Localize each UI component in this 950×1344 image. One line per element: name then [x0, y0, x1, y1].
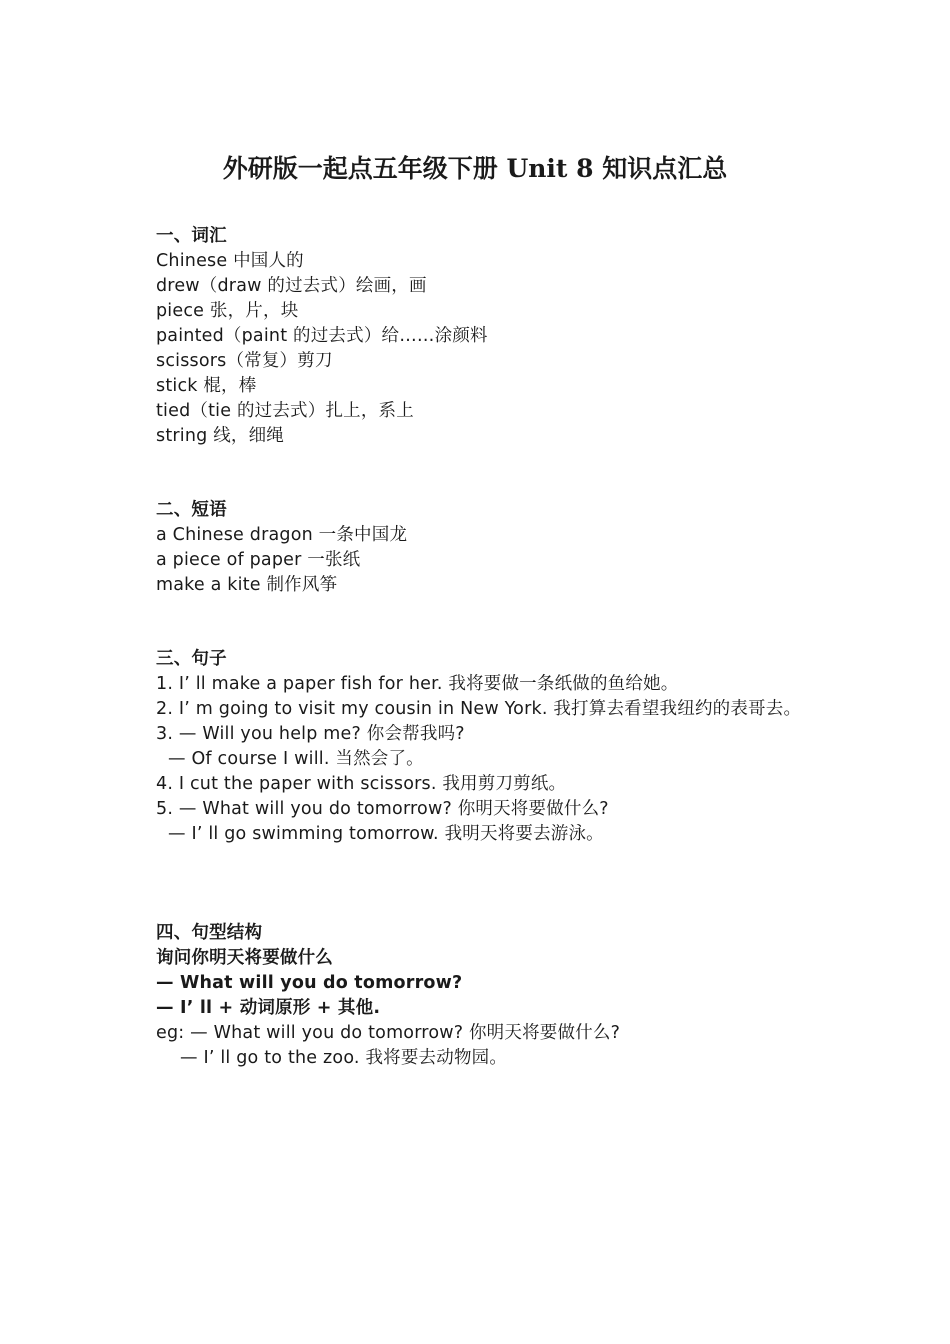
example-question: eg: — What will you do tomorrow? 你明天将要做什么? [156, 1023, 621, 1043]
phrases-section [156, 498, 806, 598]
sentence-item: 4. I cut the paper with scissors. 我用剪刀剪纸。 [156, 774, 567, 794]
section-heading-structures: 四、句型结构 [156, 923, 263, 943]
structures-section [156, 921, 806, 1071]
phrase-item: make a kite 制作风筝 [156, 575, 338, 595]
document-title: 外研版一起点五年级下册 Unit 8 知识点汇总 [222, 154, 728, 183]
structure-answer: — I’ ll + 动词原形 + 其他. [156, 998, 381, 1018]
phrase-item: a piece of paper 一张纸 [156, 550, 361, 570]
vocab-item: Chinese 中国人的 [156, 251, 304, 271]
sentence-item: 5. — What will you do tomorrow? 你明天将要做什么? [156, 799, 609, 819]
vocab-item: stick 棍，棒 [156, 376, 257, 396]
vocab-item: drew（draw 的过去式）绘画，画 [156, 276, 427, 296]
section-heading-sentences: 三、句子 [156, 649, 227, 669]
section-heading-phrases: 二、短语 [156, 500, 227, 520]
sentence-item: 1. I’ ll make a paper fish for her. 我将要做一条纸做的鱼给她。 [156, 674, 679, 694]
vocab-item: string 线，细绳 [156, 426, 284, 446]
sentence-item: 2. I’ m going to visit my cousin in New York. 我打算去看望我纽约的表哥去。 [156, 699, 802, 719]
sentences-section [156, 647, 806, 847]
structure-subheading: 询问你明天将要做什么 [156, 948, 333, 968]
vocab-item: piece 张，片，块 [156, 301, 299, 321]
sentence-item: — Of course I will. 当然会了。 [168, 749, 424, 769]
vocab-item: scissors（常复）剪刀 [156, 351, 333, 371]
phrase-item: a Chinese dragon 一条中国龙 [156, 525, 408, 545]
sentence-item: 3. — Will you help me? 你会帮我吗? [156, 724, 465, 744]
vocab-item: painted（paint 的过去式）给……涂颜料 [156, 326, 488, 346]
sentence-item: — I’ ll go swimming tomorrow. 我明天将要去游泳。 [168, 824, 604, 844]
structure-question: — What will you do tomorrow? [156, 973, 463, 993]
section-heading-vocabulary: 一、词汇 [156, 226, 227, 246]
vocabulary-section [156, 224, 806, 449]
example-answer: — I’ ll go to the zoo. 我将要去动物园。 [180, 1048, 508, 1068]
vocab-item: tied（tie 的过去式）扎上，系上 [156, 401, 414, 421]
